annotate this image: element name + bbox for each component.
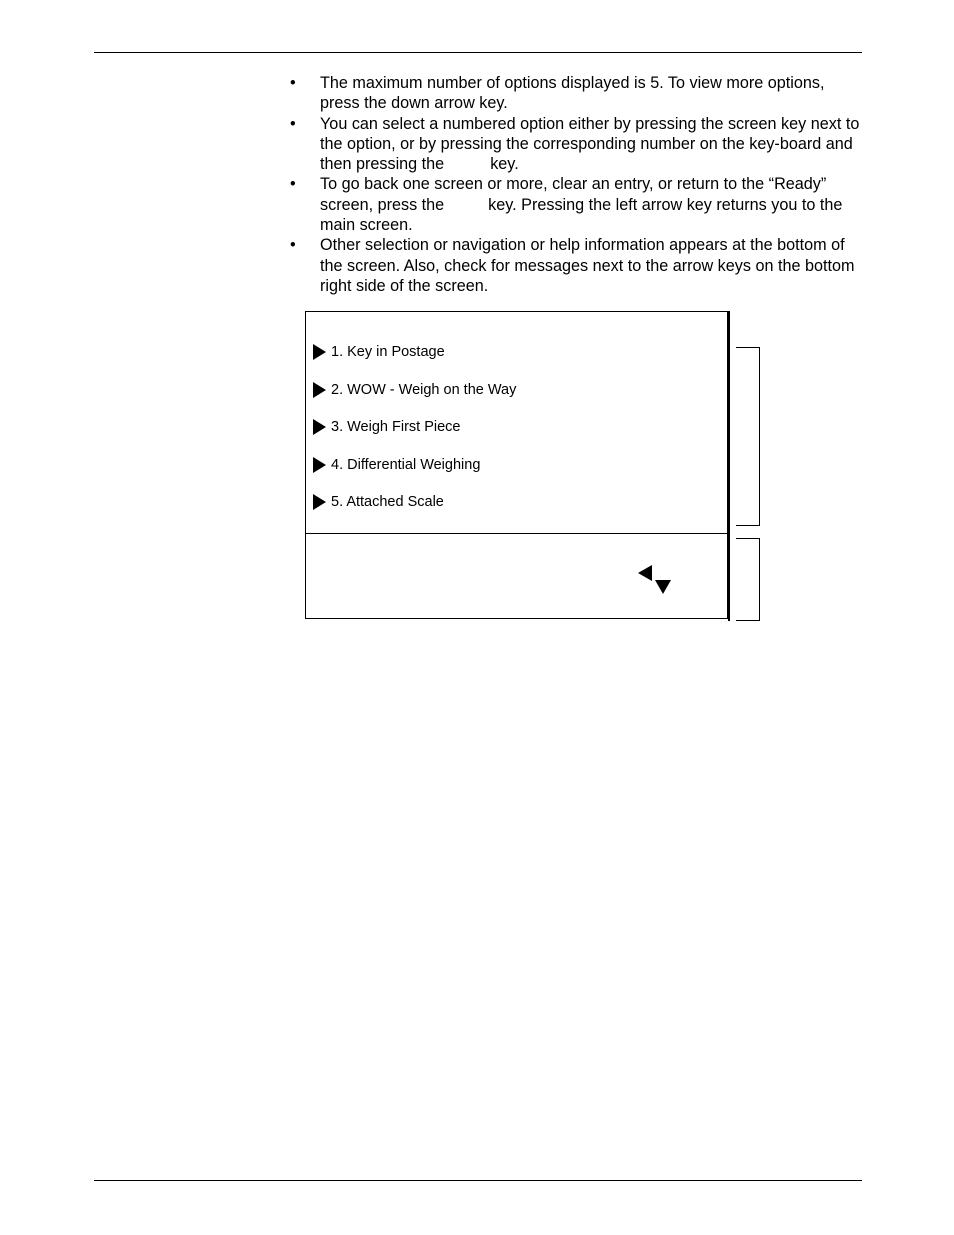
screen-shadow — [728, 311, 730, 621]
play-triangle-icon — [313, 419, 326, 435]
bullet-item — [290, 235, 862, 296]
down-arrow-icon[interactable] — [655, 580, 671, 594]
play-triangle-icon — [313, 494, 326, 510]
bullet-text: The maximum number of options displayed is 5. To view more options, press the down arrow key. — [320, 74, 825, 113]
option-label: 3. Weigh First Piece — [331, 419, 461, 435]
option-weigh-first-piece[interactable] — [313, 417, 460, 437]
bullet-marker: • — [290, 175, 296, 194]
option-label: 5. Attached Scale — [331, 494, 444, 510]
option-differential-weighing[interactable] — [313, 455, 480, 475]
display-screen-diagram — [305, 311, 728, 619]
footer-rule — [94, 1180, 862, 1181]
option-attached-scale[interactable] — [313, 492, 444, 512]
play-triangle-icon — [313, 382, 326, 398]
left-arrow-icon[interactable] — [638, 565, 652, 581]
navigation-area-bracket — [736, 538, 760, 621]
instruction-list — [290, 73, 862, 296]
bullet-marker: • — [290, 236, 296, 255]
play-triangle-icon — [313, 344, 326, 360]
bullet-marker: • — [290, 74, 296, 92]
bullet-item — [290, 73, 862, 114]
bullet-text: Other selection or navigation or help information appears at the bottom of the screen. Also, check for messages next to the arrow keys on the bottom right side of the screen. — [320, 236, 855, 295]
screen-divider — [306, 533, 727, 534]
bullet-text-end: key. — [490, 155, 519, 174]
bullet-item — [290, 114, 862, 175]
bullet-text: You can select a numbered option either by pressing the screen key next to the option, or by pressing the corresponding number on the key-board and then pressing the — [320, 114, 860, 174]
bullet-text-end: key. Pressing the left arrow key returns you to the main screen. — [320, 195, 843, 235]
play-triangle-icon — [313, 457, 326, 473]
bullet-item — [290, 174, 862, 235]
bullet-marker: • — [290, 114, 296, 133]
options-area-bracket — [736, 347, 760, 526]
option-label: 1. Key in Postage — [331, 344, 445, 360]
option-label: 4. Differential Weighing — [331, 457, 481, 473]
header-rule — [94, 52, 862, 53]
option-label: 2. WOW - Weigh on the Way — [331, 382, 517, 398]
option-key-in-postage[interactable] — [313, 342, 445, 362]
option-wow[interactable] — [313, 380, 516, 400]
bullet-text: To go back one screen or more, clear an entry, or return to the “Ready” screen, press the — [320, 175, 827, 214]
